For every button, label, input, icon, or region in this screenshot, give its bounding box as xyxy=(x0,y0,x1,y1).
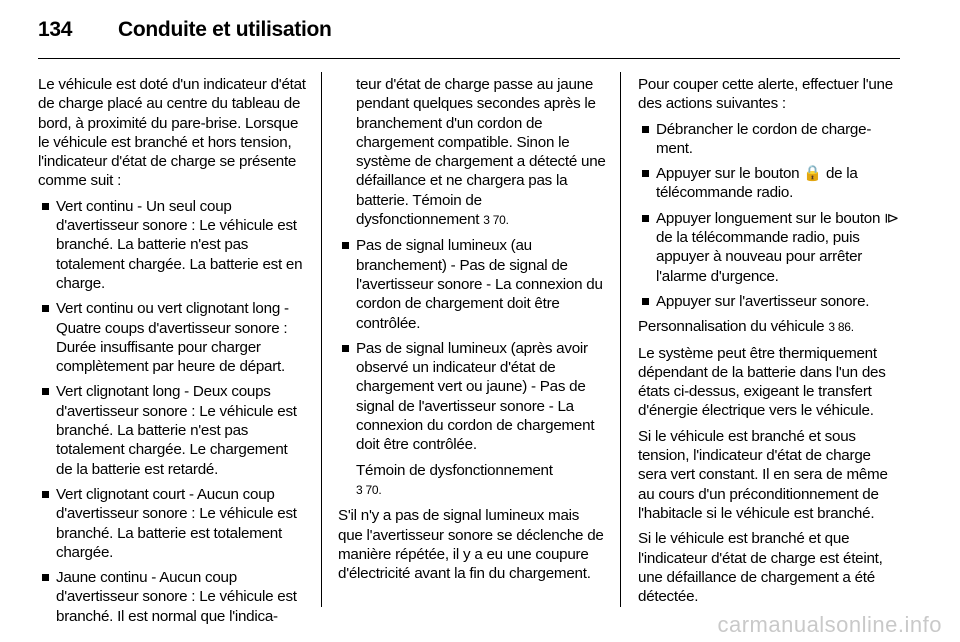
intro-paragraph: Le véhicule est doté d'un indicateur d'état de charge placé au centre du tableau de bord, à proximité du pare-brise. Lorsque le véhicule est branché et hors tension, l'indicateur d'état de charge se présente comme suit : xyxy=(38,76,306,190)
body-paragraph: Le système peut être thermiquement dépendant de la batterie dans l'un des états ci-dessus, exigeant le transfert d'énergie électrique vers le véhicule. xyxy=(638,344,886,420)
closing-paragraph: S'il n'y a pas de signal lumineux mais que l'avertisseur sonore se déclenche de manière répétée, il y a eu une coupure d'électricité avant la fin du chargement. xyxy=(338,507,604,583)
list-item: Jaune continu - Aucun coup d'avertisseur sonore : Le véhicule est branché. Il est normal que l'indica- xyxy=(38,568,306,626)
list-item: Pas de signal lumineux (après avoir observé un indicateur d'état de chargement vert ou jaune) - Pas de signal de l'avertisseur sonore - La connexion du cordon de chargement doit être contrôlée. xyxy=(338,339,606,455)
page-header xyxy=(38,18,332,48)
page-number: 134 xyxy=(38,18,73,41)
column-divider xyxy=(321,72,322,607)
body-paragraph: Si le véhicule est branché et que l'indicateur d'état de charge est éteint, une défaillance de chargement a été détectée. xyxy=(638,530,883,606)
list-item: Appuyer sur l'avertisseur sonore. xyxy=(638,292,902,311)
section-title: Conduite et utilisation xyxy=(118,18,332,41)
page-reference-link[interactable]: 3 70. xyxy=(356,482,382,497)
list-item: Vert continu - Un seul coup d'avertisseur sonore : Le véhicule est branché. La batterie n'est pas totalement chargée. La batterie est en charge. xyxy=(38,197,306,293)
body-paragraph: Si le véhicule est branché et sous tension, l'indicateur d'état de charge sera vert constant. Il en sera de même au cours d'un préconditionnement de l'habitacle si le véhicule est branché. xyxy=(638,427,888,522)
list-item: Vert continu ou vert clignotant long - Quatre coups d'avertisseur sonore : Durée insuffisante pour charger complètement par heure de départ. xyxy=(38,299,306,376)
column-1 xyxy=(38,75,306,632)
column-divider xyxy=(620,72,621,607)
page-reference-link[interactable]: 3 86. xyxy=(828,320,854,335)
list-item: Vert clignotant long - Deux coups d'avertisseur sonore : Le véhicule est branché. La batterie n'est pas totalement chargée. Le chargement de la batterie est retardé. xyxy=(38,382,306,478)
indent-text: Témoin de dysfonctionnement xyxy=(356,461,553,479)
page-reference-link[interactable]: 3 70. xyxy=(483,213,509,228)
personalisation-paragraph xyxy=(638,317,902,337)
list-item: Vert clignotant court - Aucun coup d'avertisseur sonore : Le véhicule est branché. La batterie est totalement chargée. xyxy=(38,485,306,562)
header-rule xyxy=(38,58,900,59)
list-item: Appuyer sur le bouton 🔒 de la télécommande radio. xyxy=(638,164,902,203)
personalisation-text: Personnalisation du véhicule xyxy=(638,318,825,336)
column-3 xyxy=(638,75,902,612)
indent-paragraph xyxy=(338,461,606,501)
column-2 xyxy=(338,75,606,589)
continuation-paragraph xyxy=(338,75,606,230)
watermark: carmanualsonline.info xyxy=(717,612,942,637)
list-item: Pas de signal lumineux (au branchement) - Pas de signal de l'avertisseur sonore - La connexion du cordon de chargement doit être contrôlée. xyxy=(338,236,606,332)
list-item: Débrancher le cordon de charge-ment. xyxy=(638,120,902,159)
intro-paragraph: Pour couper cette alerte, effectuer l'une des actions suivantes : xyxy=(638,76,893,113)
list-item: Appuyer longuement sur le bouton ⧐ de la télécommande radio, puis appuyer à nouveau pour arrêter l'alarme d'urgence. xyxy=(638,209,902,286)
continuation-text: teur d'état de charge passe au jaune pendant quelques secondes après le branchement d'un cordon de chargement compatible. Sinon le système de chargement a détecté une défaillance et ne chargera pas la batterie. Témoin de dysfonctionnement xyxy=(356,76,606,229)
